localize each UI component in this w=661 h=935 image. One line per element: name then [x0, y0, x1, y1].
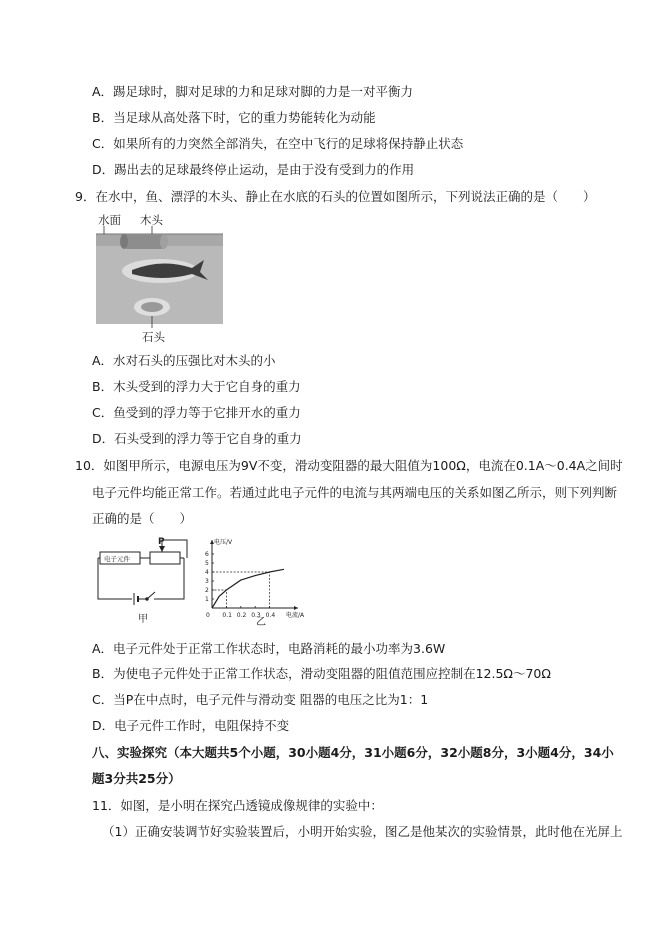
y-tick-label: 1	[205, 596, 209, 603]
q8-option-b: B．当足球从高处落下时，它的重力势能转化为动能	[92, 110, 376, 125]
guide-line	[212, 572, 270, 608]
x-tick-label: 0.4	[265, 612, 276, 619]
x-tick-label: 0.3	[251, 612, 261, 619]
y-tick-label: 4	[205, 569, 209, 576]
x-tick-label: 0.1	[222, 612, 232, 619]
x-tick-label: 0.2	[236, 612, 247, 619]
q10-stem-line-2: 电子元件均能正常工作。若通过此电子元件的电流与其两端电压的关系如图乙所示，则下列判断	[92, 485, 618, 500]
q9-option-c: C．鱼受到的浮力等于它排开水的重力	[92, 405, 301, 420]
q10-option-c: C．当P在中点时，电子元件与滑动变 阻器的电压之比为1：1	[92, 692, 429, 707]
circuit-caption: 甲	[138, 614, 148, 625]
y-tick-label: 6	[205, 551, 209, 558]
q10-option-d: D．电子元件工作时，电阻保持不变	[92, 718, 290, 733]
q11-stem: 11．如图，是小明在探究凸透镜成像规律的实验中：	[92, 798, 383, 813]
wood-label: 木头	[140, 213, 163, 227]
q9-stem: 9．在水中，鱼、漂浮的木头、静止在水底的石头的位置如图所示，下列说法正确的是（ ）	[75, 189, 596, 204]
battery	[134, 593, 138, 605]
y-axis-label: 电压/V	[214, 539, 233, 546]
stone	[134, 298, 170, 316]
wood-log	[120, 234, 168, 249]
q10-stem-line-1: 10．如图甲所示，电源电压为9V不变，滑动变阻器的最大阻值为100Ω，电流在0.1A～0.4A之间时	[75, 458, 623, 473]
circuit-diagram	[92, 534, 196, 626]
q9-figure	[92, 210, 232, 345]
q10-option-b: B．为使电子元件处于正常工作状态，滑动变阻器的阻值范围应控制在12.5Ω～70Ω	[92, 666, 551, 681]
y-tick-label: 5	[205, 560, 209, 567]
y-tick-label: 3	[205, 578, 209, 585]
x-axis-arrow	[294, 606, 298, 610]
q9-option-d: D．石头受到的浮力等于它自身的重力	[92, 431, 302, 446]
q11-sub-question-1: （1）正确安装调节好实验装置后，小明开始实验，图乙是他某次的实验情景，此时他在光屏上	[102, 824, 623, 839]
q9-option-b: B．木头受到的浮力大于它自身的重力	[92, 379, 301, 394]
water-surface-label: 水面	[98, 213, 121, 227]
q10-option-a: A．电子元件处于正常工作状态时，电路消耗的最小功率为3.6W	[92, 641, 446, 656]
iv-graph	[198, 532, 328, 628]
q8-option-a: A．踢足球时，脚对足球的力和足球对脚的力是一对平衡力	[92, 84, 414, 99]
stone-label: 石头	[142, 330, 165, 344]
section-8-heading-line-1: 八、实验探究（本大题共5个小题，30小题4分，31小题6分，32小题8分，3小题4分，34小	[92, 745, 614, 760]
rheostat	[150, 552, 180, 564]
electronic-component-label: 电子元件	[104, 555, 130, 563]
q9-option-a: A．水对石头的压强比对木头的小	[92, 353, 276, 368]
iv-curve	[212, 569, 284, 608]
q10-stem-line-3: 正确的是（ ）	[92, 511, 193, 526]
y-tick-label: 2	[205, 587, 209, 594]
section-8-heading-line-2: 题3分共25分）	[92, 771, 181, 786]
q8-option-c: C．如果所有的力突然全部消失，在空中飞行的足球将保持静止状态	[92, 136, 464, 151]
graph-caption: 乙	[256, 617, 266, 628]
slider-label: P	[158, 537, 165, 547]
x-axis-label: 电流/A	[286, 612, 305, 619]
origin-label: 0	[206, 612, 210, 619]
q8-option-d: D．踢出去的足球最终停止运动，是由于没有受到力的作用	[92, 162, 415, 177]
switch	[138, 592, 155, 600]
